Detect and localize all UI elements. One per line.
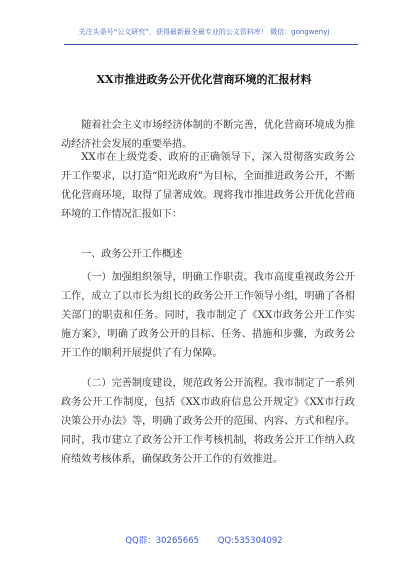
- section-heading-1: 一、政务公开工作概述: [81, 249, 183, 260]
- intro-paragraph-1: 随着社会主义市场经济体制的不断完善，优化营商环境成为推动经济社会发展的重要举措。: [61, 120, 355, 150]
- footer-contact: [0, 534, 408, 546]
- document-title: XX市推进政务公开优化营商环境的汇报材料: [96, 73, 312, 86]
- header-divider: [64, 44, 358, 45]
- header-note: 关注头条号“公文研究”，获得最新最全最专业的公文资料库！ 微信：gongwenyj: [78, 28, 330, 36]
- footer-qq-group: QQ群：30265665: [125, 536, 200, 546]
- intro-paragraph-2: XX市在上级党委、政府的正确领导下，深入贯彻落实政务公开工作要求，以打造“阳光政府”为目标，全面推进政务公开，不断优化营商环境，取得了显著成效。现将我市推进政务公开优化营商环境的工作情况汇报如下：: [61, 152, 355, 220]
- footer-qq-number: QQ:535304092: [217, 536, 283, 546]
- item-paragraph-1: （一）加强组织领导，明确工作职责。我市高度重视政务公开工作，成立了以市长为组长的政务公开工作领导小组，明确了各相关部门的职责和任务。同时，我市制定了《XX市政务公开工作实施方案》，明确了政务公开的目标、任务、措施和步骤，为政务公开工作的顺利开展提供了有力保障。: [61, 272, 355, 359]
- item-paragraph-2: （二）完善制度建设，规范政务公开流程。我市制定了一系列政务公开工作制度，包括《XX市政府信息公开规定》《XX市行政决策公开办法》等，明确了政务公开的范围、内容、方式和程序。同时，我市建立了政务公开工作考核机制，将政务公开工作纳入政府绩效考核体系，确保政务公开工作的有效推进。: [61, 378, 355, 465]
